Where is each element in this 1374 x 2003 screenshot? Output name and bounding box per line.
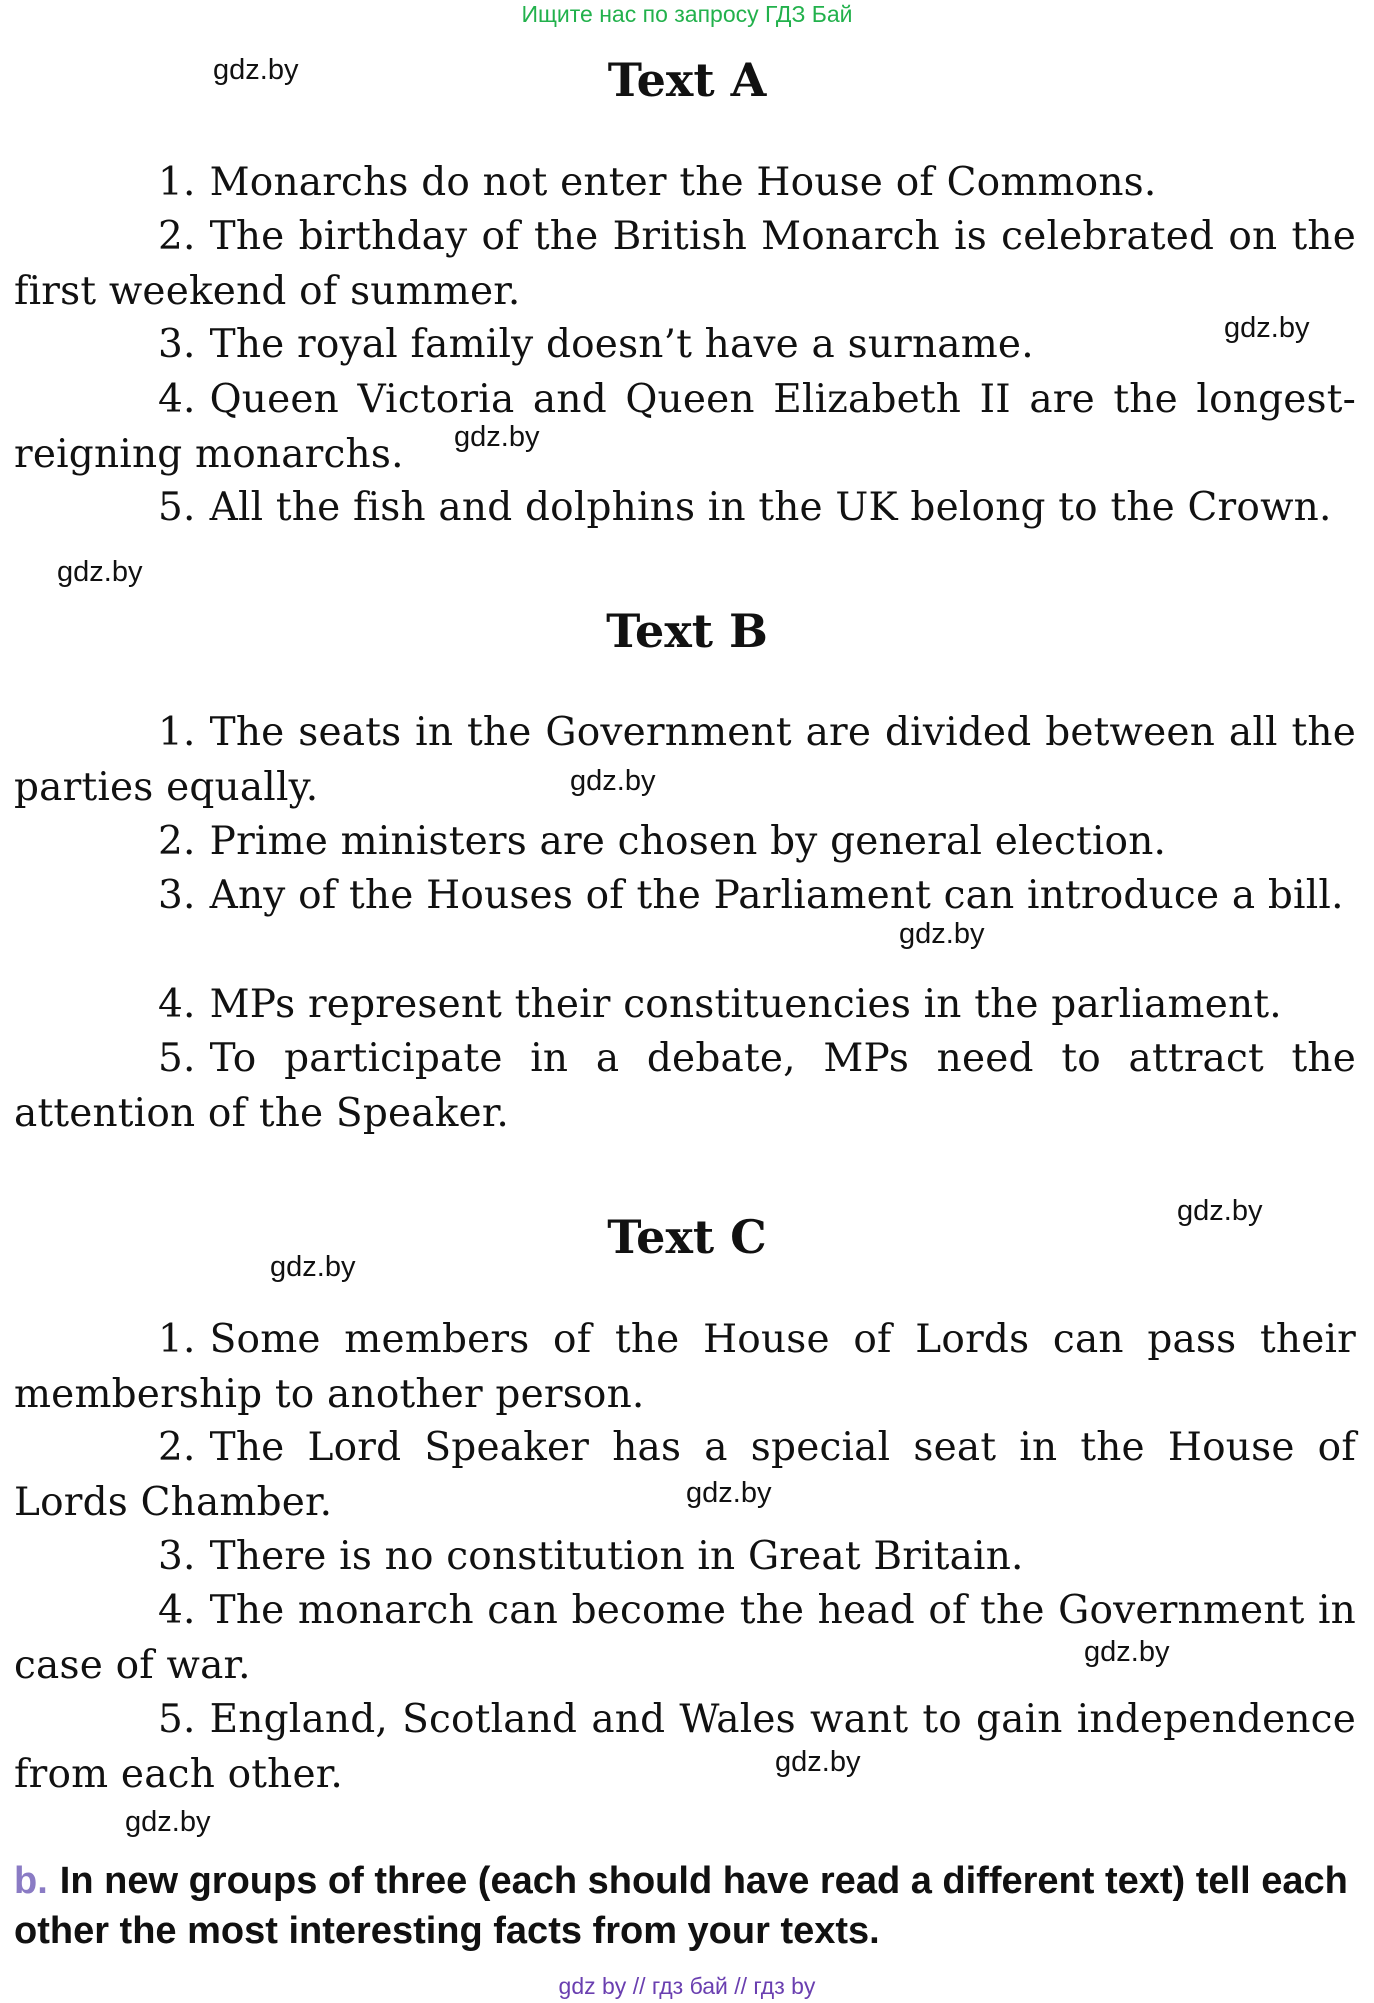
footer-links: gdz by // гдз бай // гдз by	[558, 1973, 816, 1999]
text-a-item-4	[14, 373, 1356, 482]
item-number: 4.	[158, 982, 196, 1027]
item-text: Some members of the House of Lords can pass their membership to another person.	[14, 1317, 1356, 1417]
item-number: 5.	[158, 1036, 196, 1081]
task-b	[14, 1856, 1356, 1956]
watermark: gdz.by	[270, 1251, 356, 1283]
item-text: MPs represent their constituencies in the parliament.	[209, 982, 1282, 1027]
watermark: gdz.by	[899, 918, 985, 950]
watermark: gdz.by	[213, 54, 299, 86]
item-text: The royal family doesn’t have a surname.	[209, 322, 1034, 367]
heading-text-c: Text C	[607, 1210, 767, 1264]
item-number: 2.	[158, 819, 196, 864]
item-text: The Lord Speaker has a special seat in the House of Lords Chamber.	[14, 1425, 1356, 1525]
item-number: 1.	[158, 1317, 196, 1362]
item-text: The monarch can become the head of the Government in case of war.	[14, 1588, 1356, 1688]
text-c-item-3	[14, 1530, 1356, 1585]
item-number: 2.	[158, 214, 196, 259]
heading-text-a: Text A	[607, 53, 767, 107]
item-text: There is no constitution in Great Britain.	[209, 1534, 1024, 1579]
watermark: gdz.by	[57, 556, 143, 588]
item-text: Any of the Houses of the Parliament can introduce a bill.	[209, 873, 1344, 918]
text-b-item-2	[14, 815, 1356, 870]
top-banner: Ищите нас по запросу ГДЗ Бай	[521, 1, 853, 27]
text-b-item-4	[14, 978, 1356, 1033]
watermark: gdz.by	[1084, 1636, 1170, 1668]
text-b-item-3	[14, 869, 1356, 924]
item-number: 3.	[158, 873, 196, 918]
watermark: gdz.by	[570, 765, 656, 797]
task-text: In new groups of three (each should have read a different text) tell each other the most interesting facts from your texts.	[14, 1860, 1348, 1952]
item-text: The birthday of the British Monarch is celebrated on the first weekend of summer.	[14, 214, 1356, 314]
item-text: England, Scotland and Wales want to gain independence from each other.	[14, 1697, 1356, 1797]
task-letter: b.	[14, 1860, 48, 1902]
heading-text-b: Text B	[606, 604, 768, 658]
watermark: gdz.by	[1177, 1195, 1263, 1227]
text-a-item-3	[14, 318, 1356, 373]
item-number: 4.	[158, 1588, 196, 1633]
watermark: gdz.by	[686, 1477, 772, 1509]
item-number: 1.	[158, 710, 196, 755]
item-number: 3.	[158, 1534, 196, 1579]
watermark: gdz.by	[775, 1746, 861, 1778]
item-number: 4.	[158, 377, 196, 422]
item-text: All the fish and dolphins in the UK belong to the Crown.	[209, 485, 1332, 530]
text-a-item-2	[14, 210, 1356, 319]
text-a-item-1	[14, 156, 1356, 211]
item-text: To participate in a debate, MPs need to attract the attention of the Speaker.	[14, 1036, 1356, 1136]
item-number: 2.	[158, 1425, 196, 1470]
item-number: 5.	[158, 485, 196, 530]
text-b-item-1	[14, 706, 1356, 815]
text-c-item-2	[14, 1421, 1356, 1530]
item-text: Queen Victoria and Queen Elizabeth II are the longest-reigning monarchs.	[14, 377, 1356, 477]
watermark: gdz.by	[1224, 312, 1310, 344]
watermark: gdz.by	[125, 1806, 211, 1838]
item-number: 1.	[158, 160, 196, 205]
item-number: 3.	[158, 322, 196, 367]
text-c-item-1	[14, 1313, 1356, 1422]
text-b-item-5	[14, 1032, 1356, 1141]
text-a-item-5	[14, 481, 1356, 536]
item-text: Monarchs do not enter the House of Commons.	[209, 160, 1157, 205]
watermark: gdz.by	[454, 421, 540, 453]
text-c-item-5	[14, 1693, 1356, 1802]
item-text: Prime ministers are chosen by general election.	[209, 819, 1167, 864]
item-number: 5.	[158, 1697, 196, 1742]
item-text: The seats in the Government are divided between all the parties equally.	[14, 710, 1356, 810]
